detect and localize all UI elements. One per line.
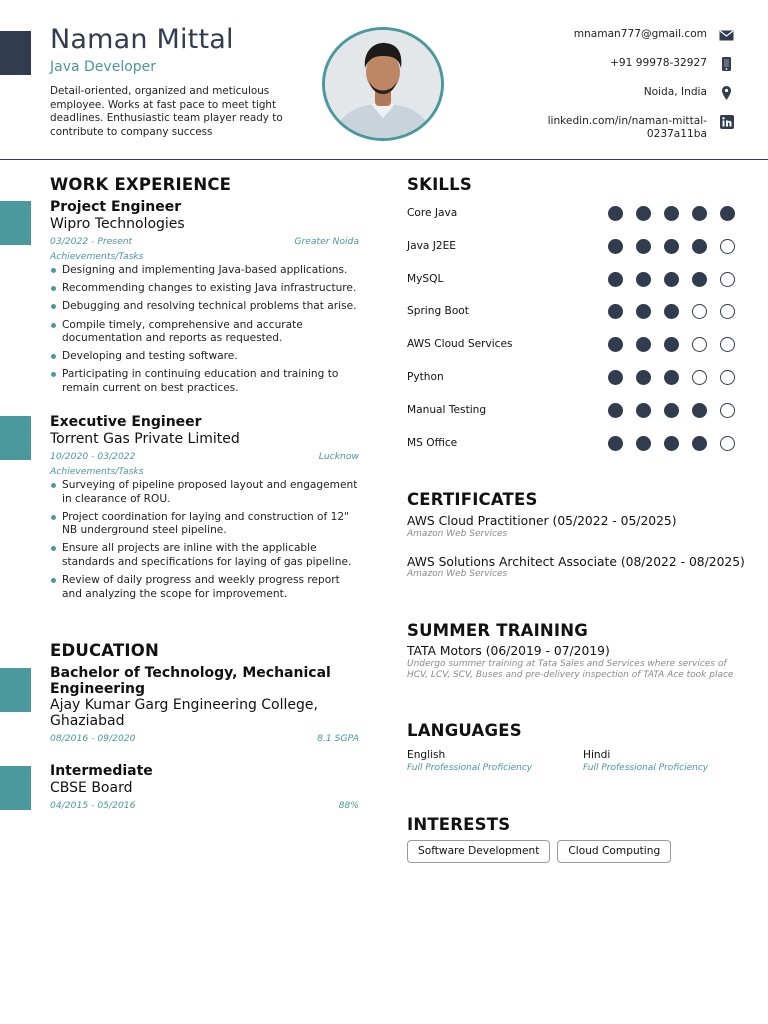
contact-email[interactable] xyxy=(504,28,734,42)
rating-dot-empty xyxy=(720,304,735,319)
skill-row xyxy=(407,268,737,301)
skill-name: Spring Boot xyxy=(407,305,469,318)
rating-dot-empty xyxy=(720,403,735,418)
education-school: Ajay Kumar Garg Engineering College, Ghaziabad xyxy=(50,697,318,729)
header-divider xyxy=(0,159,768,160)
skill-name: MySQL xyxy=(407,272,444,285)
skill-rating xyxy=(608,436,735,451)
rating-dot-filled xyxy=(608,370,623,385)
contact-phone[interactable] xyxy=(504,57,734,71)
candidate-role: Java Developer xyxy=(50,59,157,75)
education-dates: 04/2015 - 05/2016 xyxy=(50,800,136,811)
languages-heading: LANGUAGES xyxy=(407,721,522,740)
skill-name: Python xyxy=(407,370,444,383)
location-icon xyxy=(719,86,734,100)
rating-dot-filled xyxy=(608,337,623,352)
rating-dot-filled xyxy=(720,206,735,221)
rating-dot-filled xyxy=(692,206,707,221)
rating-dot-filled xyxy=(608,436,623,451)
rating-dot-empty xyxy=(720,370,735,385)
job-bullet: Developing and testing software. xyxy=(50,350,360,364)
skill-rating xyxy=(608,370,735,385)
interest-tag: Software Development xyxy=(407,840,550,863)
skill-row xyxy=(407,300,737,333)
rating-dot-filled xyxy=(692,403,707,418)
rating-dot-empty xyxy=(720,436,735,451)
skill-row xyxy=(407,366,737,399)
job-company: Torrent Gas Private Limited xyxy=(50,431,240,447)
profile-photo xyxy=(322,27,444,141)
rating-dot-filled xyxy=(608,239,623,254)
education-grade: 88% xyxy=(338,800,359,811)
interests-heading: INTERESTS xyxy=(407,815,511,834)
rating-dot-filled xyxy=(608,403,623,418)
rating-dot-filled xyxy=(636,370,651,385)
job-title: Project Engineer xyxy=(50,199,182,215)
training-name: TATA Motors (06/2019 - 07/2019) xyxy=(407,644,610,658)
job-bullet: Participating in continuing education and training to remain current on best practices. xyxy=(50,368,360,395)
job-accent-bar xyxy=(0,416,31,460)
rating-dot-empty xyxy=(720,239,735,254)
certificate-issuer: Amazon Web Services xyxy=(407,529,508,539)
job-dates: 03/2022 - Present xyxy=(50,236,133,247)
interest-tags xyxy=(407,840,671,863)
training-description: Undergo summer training at Tata Sales and Services where services of HCV, LCV, SCV, Buses and pre-delivery inspection of TATA Ace took place xyxy=(407,659,734,680)
job-location: Lucknow xyxy=(318,451,359,462)
certificates-heading: CERTIFICATES xyxy=(407,490,538,509)
skill-rating xyxy=(608,403,735,418)
language-level: Full Professional Proficiency xyxy=(583,763,709,773)
work-experience-heading: WORK EXPERIENCE xyxy=(50,175,232,194)
rating-dot-filled xyxy=(608,206,623,221)
rating-dot-filled xyxy=(636,206,651,221)
rating-dot-filled xyxy=(664,304,679,319)
rating-dot-filled xyxy=(692,272,707,287)
education-heading: EDUCATION xyxy=(50,641,159,660)
job-meta xyxy=(50,236,359,247)
rating-dot-filled xyxy=(636,337,651,352)
rating-dot-filled xyxy=(636,403,651,418)
skills-heading: SKILLS xyxy=(407,175,472,194)
education-degree: Intermediate xyxy=(50,763,153,779)
skill-name: Java J2EE xyxy=(407,239,456,252)
rating-dot-filled xyxy=(664,206,679,221)
job-bullet: Review of daily progress and weekly progress report and analyzing the scope for improvement. xyxy=(50,574,360,601)
contact-location-text: Noida, India xyxy=(643,86,707,98)
candidate-name: Naman Mittal xyxy=(50,24,234,55)
language-name: Hindi xyxy=(583,749,611,761)
rating-dot-empty xyxy=(720,337,735,352)
rating-dot-filled xyxy=(608,272,623,287)
rating-dot-filled xyxy=(664,337,679,352)
summer-training-heading: SUMMER TRAINING xyxy=(407,621,589,640)
skill-row xyxy=(407,235,737,268)
email-icon xyxy=(719,28,734,42)
rating-dot-filled xyxy=(692,239,707,254)
skill-rating xyxy=(608,206,735,221)
job-location: Greater Noida xyxy=(294,236,359,247)
job-title: Executive Engineer xyxy=(50,414,202,430)
skill-name: Manual Testing xyxy=(407,403,487,416)
rating-dot-filled xyxy=(636,436,651,451)
rating-dot-filled xyxy=(664,403,679,418)
linkedin-icon xyxy=(719,115,734,129)
rating-dot-filled xyxy=(636,239,651,254)
contact-linkedin[interactable] xyxy=(504,115,734,141)
rating-dot-filled xyxy=(664,272,679,287)
job-dates: 10/2020 - 03/2022 xyxy=(50,451,136,462)
skill-rating xyxy=(608,304,735,319)
rating-dot-empty xyxy=(720,272,735,287)
job-tasks-label: Achievements/Tasks xyxy=(50,251,144,262)
rating-dot-filled xyxy=(664,239,679,254)
interest-tag: Cloud Computing xyxy=(557,840,671,863)
job-bullet: Designing and implementing Java-based applications. xyxy=(50,264,360,278)
certificate-name: AWS Cloud Practitioner (05/2022 - 05/2025) xyxy=(407,514,677,528)
rating-dot-empty xyxy=(692,337,707,352)
skill-row xyxy=(407,399,737,432)
job-bullet-list xyxy=(50,264,360,400)
phone-icon xyxy=(719,57,734,71)
skills-list xyxy=(407,202,737,464)
contact-linkedin-text[interactable]: linkedin.com/in/naman-mittal-0237a11ba xyxy=(547,115,707,140)
job-bullet: Compile timely, comprehensive and accurate documentation and reports as requested. xyxy=(50,319,360,346)
language-name: English xyxy=(407,749,446,761)
job-accent-bar xyxy=(0,201,31,245)
education-grade: 8.1 SGPA xyxy=(317,733,359,744)
skill-name: MS Office xyxy=(407,436,458,449)
job-company: Wipro Technologies xyxy=(50,216,185,232)
job-bullet: Project coordination for laying and construction of 12" NB underground steel pipeline. xyxy=(50,511,360,538)
skill-rating xyxy=(608,337,735,352)
header-accent-bar xyxy=(0,31,31,75)
rating-dot-filled xyxy=(664,370,679,385)
skill-row xyxy=(407,333,737,366)
job-tasks-label: Achievements/Tasks xyxy=(50,466,144,477)
skill-rating xyxy=(608,239,735,254)
job-bullet: Debugging and resolving technical problems that arise. xyxy=(50,300,360,314)
rating-dot-filled xyxy=(692,436,707,451)
rating-dot-empty xyxy=(692,370,707,385)
education-school: CBSE Board xyxy=(50,780,133,796)
language-item xyxy=(407,749,532,775)
person-portrait-icon xyxy=(325,30,441,138)
education-dates: 08/2016 - 09/2020 xyxy=(50,733,136,744)
education-accent-bar xyxy=(0,766,31,810)
rating-dot-empty xyxy=(692,304,707,319)
skill-name: Core Java xyxy=(407,207,458,219)
education-meta xyxy=(50,733,359,744)
skill-rating xyxy=(608,272,735,287)
skill-row xyxy=(407,432,737,465)
skill-name: AWS Cloud Services xyxy=(407,338,513,351)
education-degree: Bachelor of Technology, Mechanical Engineering xyxy=(50,665,331,697)
education-meta xyxy=(50,800,359,811)
education-accent-bar xyxy=(0,668,31,712)
certificate-issuer: Amazon Web Services xyxy=(407,569,508,579)
rating-dot-filled xyxy=(664,436,679,451)
rating-dot-filled xyxy=(636,272,651,287)
certificate-name: AWS Solutions Architect Associate (08/2022 - 08/2025) xyxy=(407,555,745,569)
contact-email-text[interactable]: mnaman777@gmail.com xyxy=(573,28,707,40)
job-bullet-list xyxy=(50,479,360,606)
contact-phone-text[interactable]: +91 99978-32927 xyxy=(610,57,707,69)
skill-row xyxy=(407,202,737,235)
job-meta xyxy=(50,451,359,462)
language-level: Full Professional Proficiency xyxy=(407,763,533,773)
job-bullet: Surveying of pipeline proposed layout and engagement in clearance of ROU. xyxy=(50,479,360,506)
job-bullet: Recommending changes to existing Java infrastructure. xyxy=(50,282,360,296)
profile-summary: Detail-oriented, organized and meticulous employee. Works at fast pace to meet tight deadlines. Enthusiastic team player ready to contribute to company success xyxy=(50,85,283,138)
rating-dot-filled xyxy=(636,304,651,319)
rating-dot-filled xyxy=(608,304,623,319)
contact-location xyxy=(504,86,734,100)
language-item xyxy=(583,749,708,775)
job-bullet: Ensure all projects are inline with the applicable standards and specifications for laying of gas pipeline. xyxy=(50,542,360,569)
